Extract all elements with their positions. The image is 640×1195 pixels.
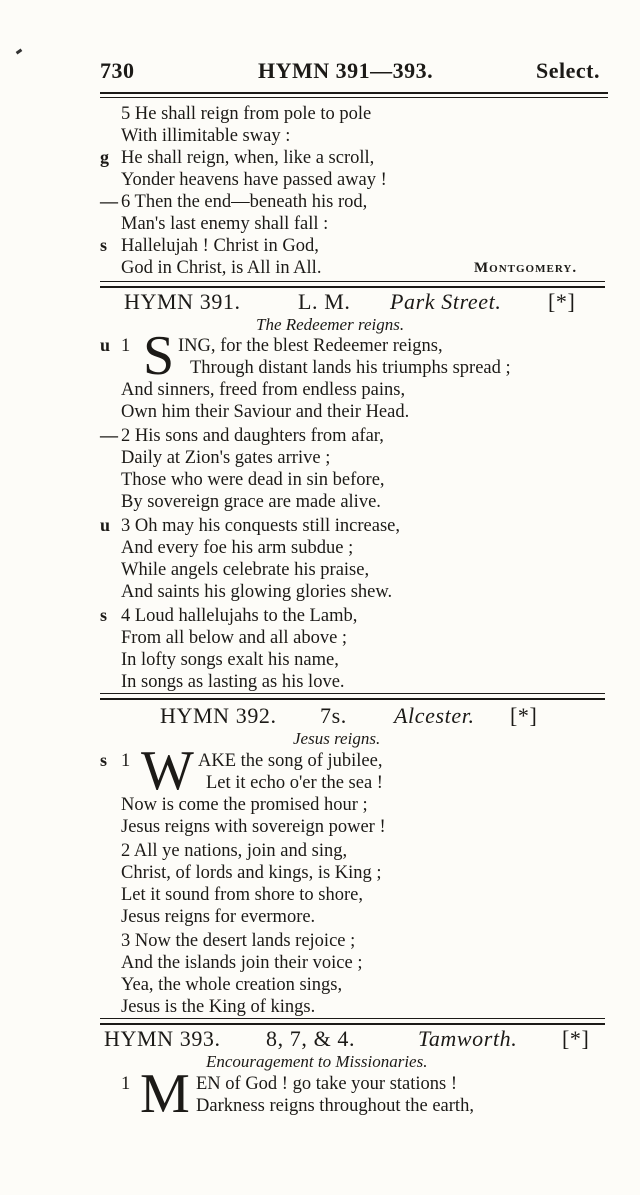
verse-line: Let it sound from shore to shore, <box>121 885 363 905</box>
verse-line: Those who were dead in sin before, <box>121 470 385 490</box>
verse-line: In songs as lasting as his love. <box>121 672 345 692</box>
verse-number: 1 <box>121 1074 131 1094</box>
verse-line: 5 He shall reign from pole to pole <box>121 104 372 124</box>
page-number: 730 <box>100 58 135 83</box>
hymn-bracket: [*] <box>510 703 538 728</box>
verse-line: EN of God ! go take your stations ! <box>196 1074 458 1094</box>
verse-line: 6 Then the end—beneath his rod, <box>121 192 368 212</box>
verse-line: And saints his glowing glories shew. <box>121 582 393 602</box>
verse-line: 4 Loud hallelujahs to the Lamb, <box>121 606 358 626</box>
hymn-number: HYMN 392. <box>160 703 277 728</box>
verse-line: From all below and all above ; <box>121 628 348 648</box>
hymn-number: HYMN 393. <box>104 1026 221 1051</box>
verse-line: By sovereign grace are made alive. <box>121 492 381 512</box>
verse-line: 2 All ye nations, join and sing, <box>121 841 348 861</box>
verse-line: And sinners, freed from endless pains, <box>121 380 406 400</box>
header-rule <box>100 92 608 98</box>
drop-cap: W <box>141 740 194 802</box>
verse-line: Jesus is the King of kings. <box>121 997 316 1017</box>
hymn-meter: 8, 7, & 4. <box>266 1026 356 1051</box>
verse-line: ING, for the blest Redeemer reigns, <box>178 336 443 356</box>
verse-line: AKE the song of jubilee, <box>198 751 383 771</box>
verse-line: Man's last enemy shall fall : <box>121 214 329 234</box>
hymn-separator <box>100 1018 605 1025</box>
dynamic-mark: u <box>100 335 111 355</box>
drop-cap: S <box>143 325 175 387</box>
ink-speck <box>16 49 23 55</box>
verse-line: He shall reign, when, like a scroll, <box>121 148 375 168</box>
verse-line: Hallelujah ! Christ in God, <box>121 236 319 256</box>
dynamic-mark: — <box>100 425 118 445</box>
verse-line: Darkness reigns throughout the earth, <box>196 1096 474 1116</box>
verse-line: 3 Now the desert lands rejoice ; <box>121 931 356 951</box>
dynamic-mark: g <box>100 147 109 167</box>
dynamic-mark: u <box>100 515 111 535</box>
verse-line: Christ, of lords and kings, is King ; <box>121 863 382 883</box>
dynamic-mark: s <box>100 750 108 770</box>
tune-name: Tamworth. <box>418 1026 518 1051</box>
tune-name: Park Street. <box>390 289 502 314</box>
verse-number: 1 <box>121 336 131 356</box>
running-title: HYMN 391—393. <box>258 58 434 83</box>
verse-line: In lofty songs exalt his name, <box>121 650 339 670</box>
verse-line: And the islands join their voice ; <box>121 953 363 973</box>
verse-line: 3 Oh may his conquests still increase, <box>121 516 400 536</box>
dynamic-mark: s <box>100 235 108 255</box>
hymn-separator <box>100 693 605 700</box>
verse-line: With illimitable sway : <box>121 126 291 146</box>
verse-number: 1 <box>121 751 131 771</box>
hymn-bracket: [*] <box>548 289 576 314</box>
hymn-subtitle: The Redeemer reigns. <box>256 315 405 334</box>
hymn-meter: L. M. <box>298 289 351 314</box>
hymn-bracket: [*] <box>562 1026 590 1051</box>
verse-line: Jesus reigns for evermore. <box>121 907 316 927</box>
verse-line: 2 His sons and daughters from afar, <box>121 426 384 446</box>
verse-line: Through distant lands his triumphs spread ; <box>190 358 511 378</box>
dynamic-mark: s <box>100 605 108 625</box>
verse-line: Yonder heavens have passed away ! <box>121 170 387 190</box>
hymn-number: HYMN 391. <box>124 289 241 314</box>
verse-line: Own him their Saviour and their Head. <box>121 402 410 422</box>
author-credit: Montgomery. <box>474 260 578 276</box>
section-label: Select. <box>536 58 600 83</box>
verse-line: Jesus reigns with sovereign power ! <box>121 817 386 837</box>
verse-line: Let it echo o'er the sea ! <box>206 773 383 793</box>
verse-line: Yea, the whole creation sings, <box>121 975 343 995</box>
verse-line: Now is come the promised hour ; <box>121 795 368 815</box>
verse-line: God in Christ, is All in All. <box>121 258 322 278</box>
verse-line: Daily at Zion's gates arrive ; <box>121 448 331 468</box>
drop-cap: M <box>140 1063 190 1125</box>
verse-line: And every foe his arm subdue ; <box>121 538 354 558</box>
verse-line: While angels celebrate his praise, <box>121 560 370 580</box>
hymn-subtitle: Jesus reigns. <box>293 729 381 748</box>
hymn-separator <box>100 281 605 288</box>
hymn-meter: 7s. <box>320 703 347 728</box>
tune-name: Alcester. <box>394 703 475 728</box>
hymn-subtitle: Encouragement to Missionaries. <box>206 1052 428 1071</box>
dynamic-mark: — <box>100 191 118 211</box>
